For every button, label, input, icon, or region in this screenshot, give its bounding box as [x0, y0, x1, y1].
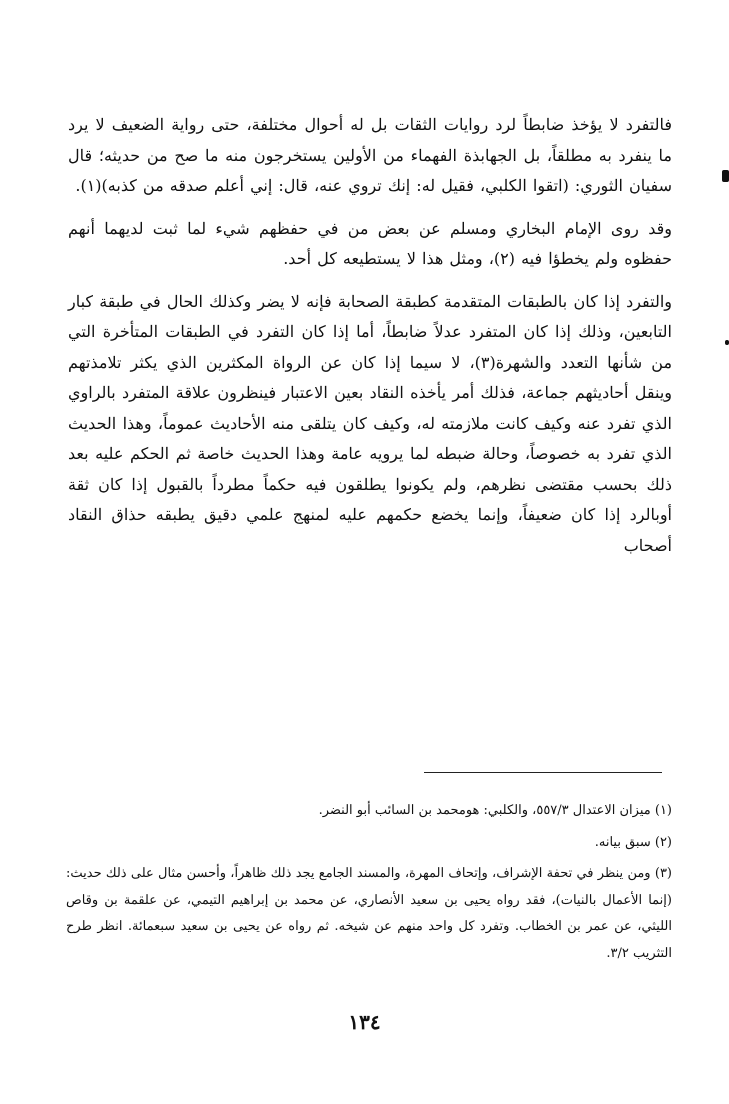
main-text	[68, 110, 672, 573]
paragraph-1: فالتفرد لا يؤخذ ضابطاً لرد روايات الثقات بل له أحوال مختلفة، حتى رواية الضعيف لا يرد ما ينفرد به مطلقاً، بل الجهابذة الفهماء من الأولين يستخرجون منه ما صح من حديثه؛ قال سفيان الثوري: (اتقوا الكلبي، فقيل له: إنك تروي عنه، قال: إني أعلم صدقه من كذبه)(١).	[68, 115, 672, 195]
scan-mark-top	[722, 170, 729, 182]
footnotes	[66, 798, 672, 972]
footnote-2: (٢) سبق بيانه.	[594, 834, 672, 850]
paragraph-3: والتفرد إذا كان بالطبقات المتقدمة كطبقة الصحابة فإنه لا يضر وكذلك الحال في طبقة كبار التابعين، وذلك إذا كان المتفرد عدلاً ضابطاً، أما إذا كان التفرد في الطبقات المتأخرة التي من شأنها التعدد والشهرة(٣)، لا سيما إذا كان عن الرواة المكثرين الذي يكثر تلامذتهم وينقل أحاديثهم جماعة، فذلك أمر يأخذه النقاد بعين الاعتبار فينظرون علاقة المتفرد بالراوي الذي تفرد عنه وكيف كانت ملازمته له، وكيف كان يتلقى منه الأحاديث عموماً، وهذا الحديث الذي تفرد به خصوصاً، وحالة ضبطه لما يرويه عامة وهذا الحديث خاصة ثم الحكم عليه بعد ذلك بحسب مقتضى نظرهم، ولم يكونوا يطلقون فيه حكماً مطرداً بالقبول إذا كان ثقة أوبالرد إذا كان ضعيفاً، وإنما يخضع حكمهم عليه لمنهج علمي دقيق يطبقه حذاق النقاد أصحاب	[68, 291, 673, 555]
footnote-3: (٣) ومن ينظر في تحفة الإشراف، وإتحاف المهرة، والمسند الجامع يجد ذلك ظاهراً، وأحسن مثال على ذلك حديث: (إنما الأعمال بالنيات)، فقد رواه يحيى بن سعيد الأنصاري، عن محمد بن إبراهيم التيمي، عن علقمة بن وقاص الليثي، عن عمر بن الخطاب. وتفرد كل واحد منهم عن شيخه. ثم رواه عن يحيى بن سعيد سبعمائة. انظر طرح التثريب ٣/٢.	[66, 866, 672, 961]
paragraph-2: وقد روى الإمام البخاري ومسلم عن بعض من في حفظهم شيء لما ثبت لديهما أنهم حفظوه ولم يخطؤا فيه (٢)، ومثل هذا لا يستطيعه كل أحد.	[68, 218, 672, 268]
footnote-separator	[424, 772, 662, 773]
scan-mark-middle	[725, 340, 729, 345]
page-number: ١٣٤	[348, 1010, 381, 1034]
footnote-1: (١) ميزان الاعتدال ٥٥٧/٣، والكلبي: هومحمد بن السائب أبو النضر.	[318, 803, 672, 818]
